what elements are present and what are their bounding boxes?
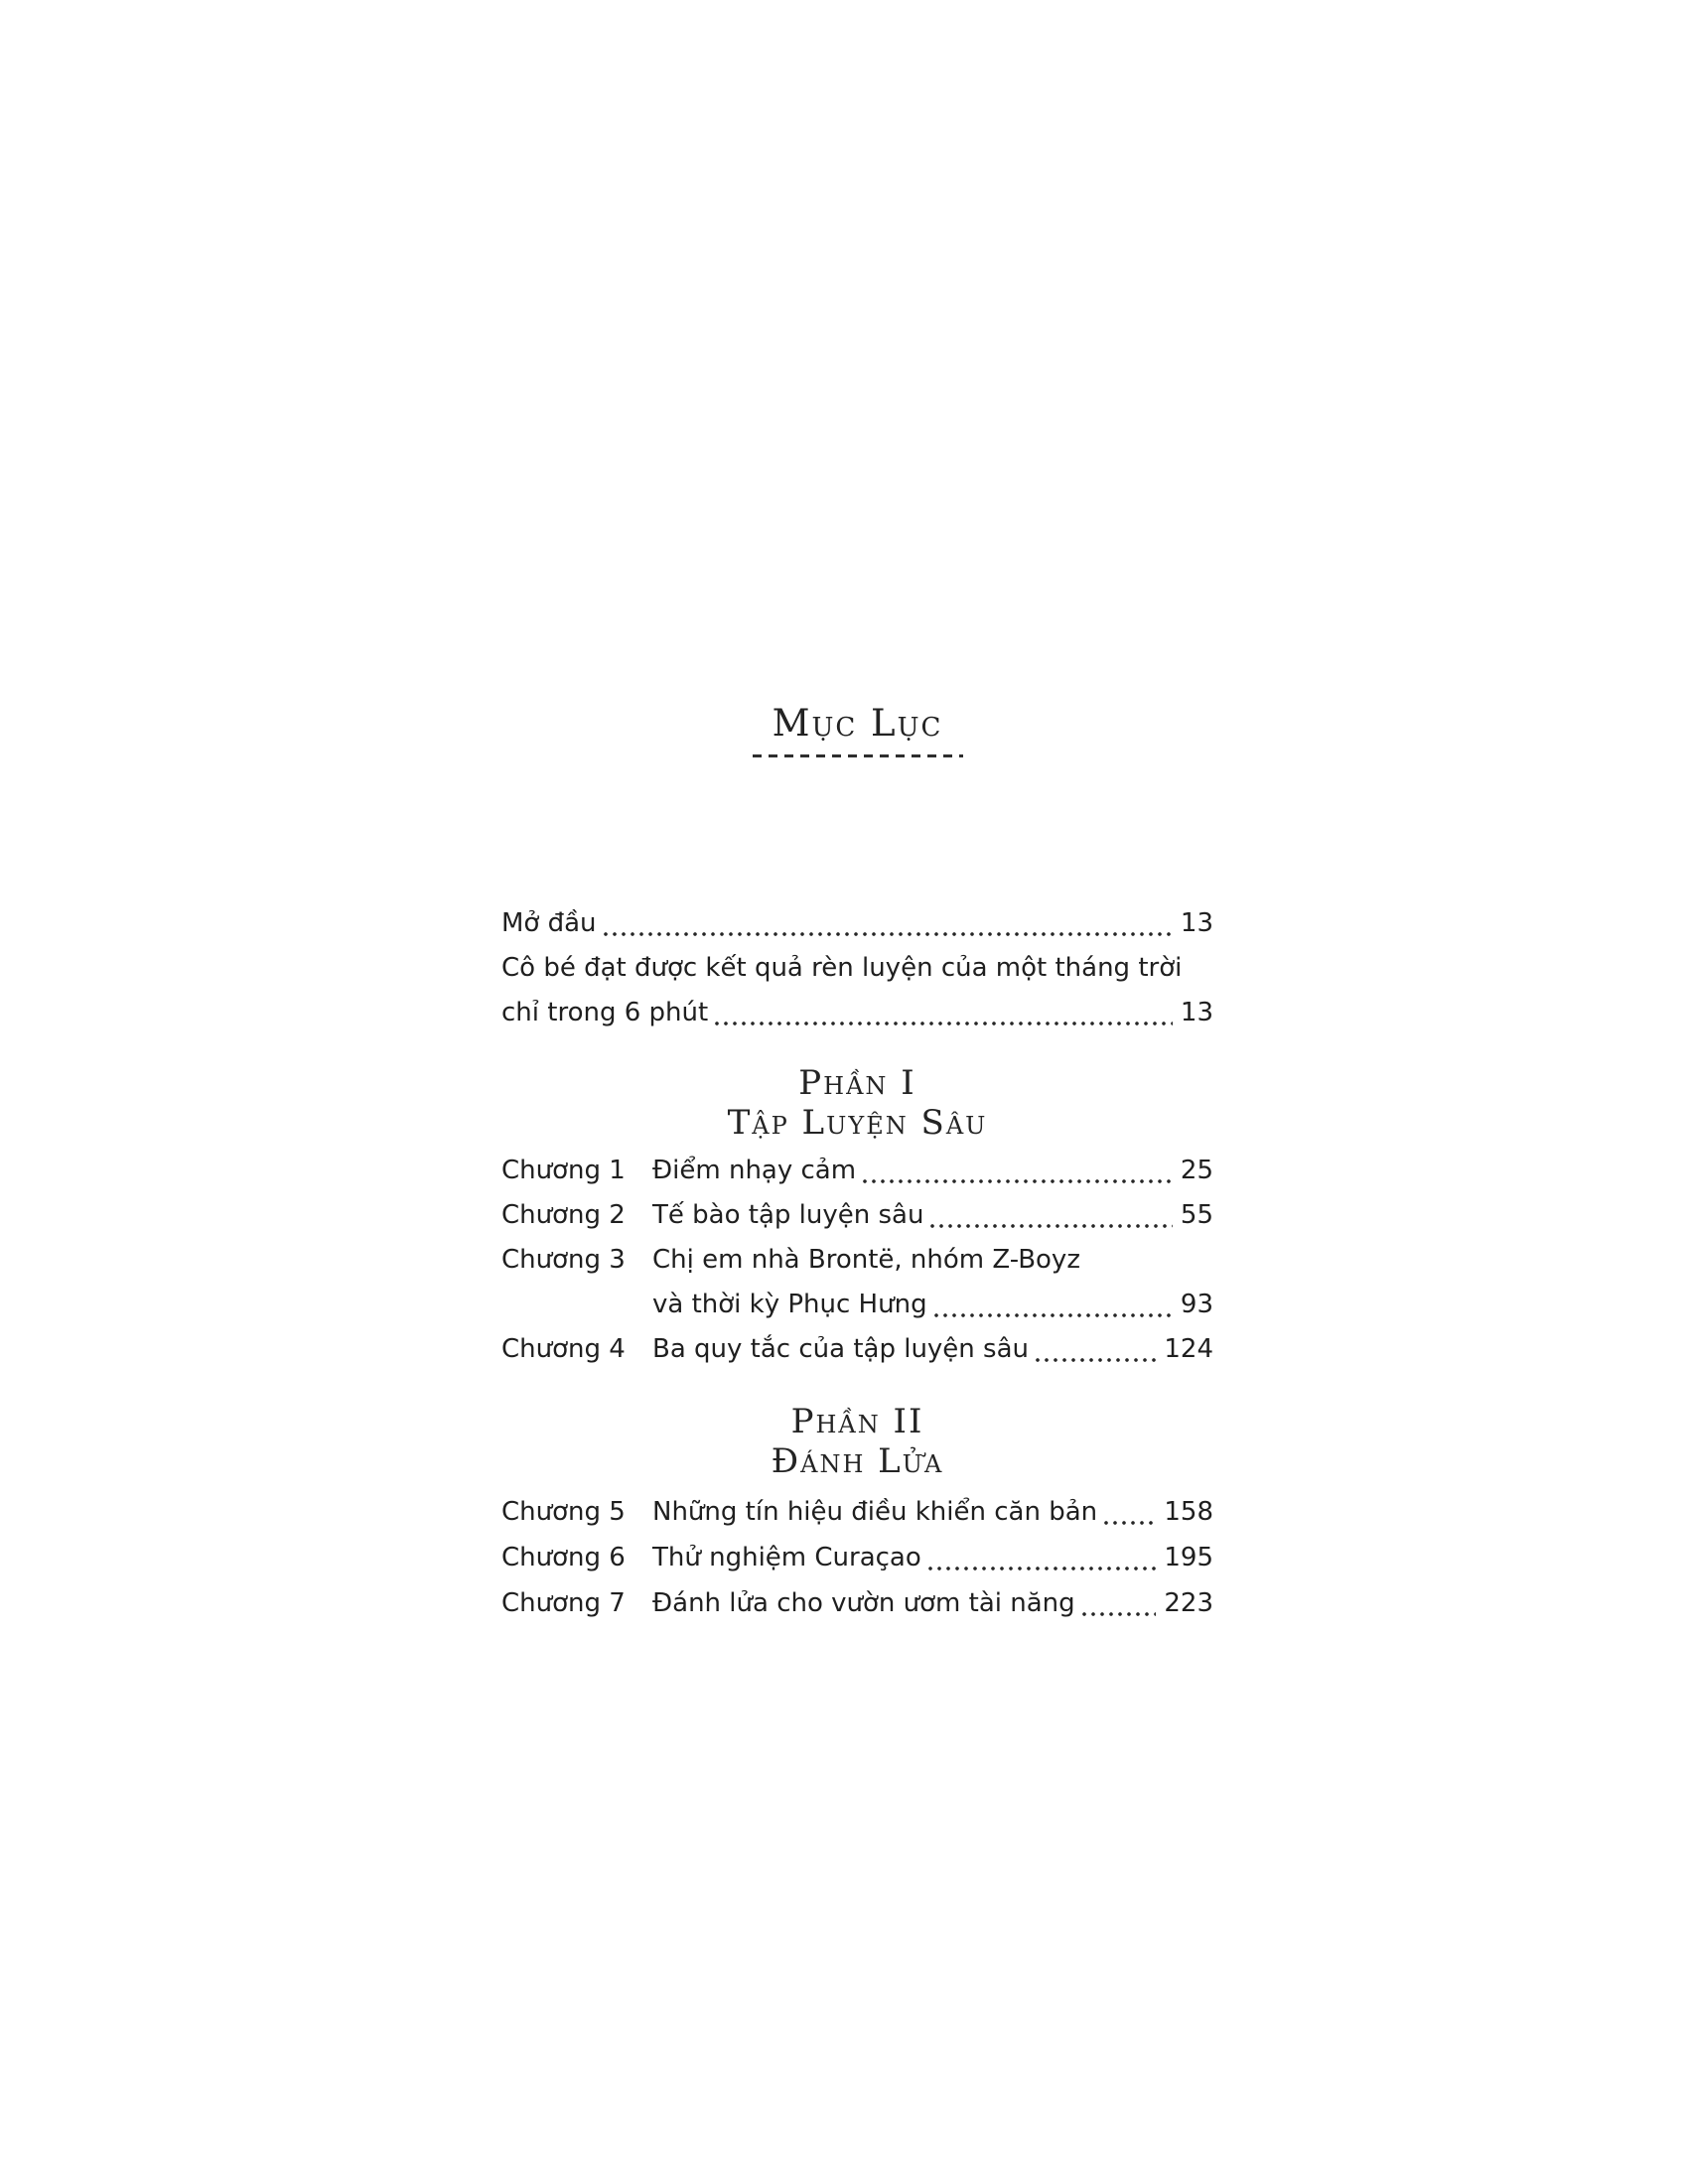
- page-number: 93: [1180, 1290, 1213, 1319]
- chapter-title: Chị em nhà Brontë, nhóm Z-Boyz: [652, 1245, 1080, 1275]
- page-number: 195: [1164, 1543, 1213, 1572]
- chapter-row: [501, 1535, 1213, 1580]
- chapter-label: Chương 7: [501, 1588, 626, 1618]
- dot-leader: [1104, 1521, 1156, 1525]
- page-title: Mục Lục: [772, 702, 943, 745]
- part-title: Đánh Lửa: [771, 1441, 944, 1481]
- chapter-row: [501, 1149, 1213, 1193]
- chapter-label: Chương 1: [501, 1156, 626, 1185]
- chapter-title: Thử nghiệm Curaçao: [652, 1543, 921, 1572]
- chapter-row: [501, 1193, 1213, 1238]
- part-1-heading: [501, 1063, 1213, 1143]
- entry-label: Mở đầu: [501, 908, 597, 938]
- toc-entry: [501, 991, 1213, 1035]
- dot-leader: [934, 1313, 1173, 1317]
- chapter-row: [501, 1327, 1213, 1372]
- chapter-label: Chương 4: [501, 1334, 626, 1364]
- toc-header: [501, 703, 1213, 757]
- chapter-row: [501, 1238, 1213, 1327]
- page-number: 223: [1164, 1588, 1213, 1618]
- chapter-title: Tế bào tập luyện sâu: [652, 1200, 924, 1230]
- dot-leader: [1082, 1612, 1157, 1616]
- chapter-title: Đánh lửa cho vườn ươm tài năng: [652, 1588, 1075, 1618]
- part-2-heading: [501, 1402, 1213, 1481]
- intro-entries: [501, 901, 1213, 1035]
- chapter-label: Chương 2: [501, 1200, 626, 1230]
- chapter-label: Chương 6: [501, 1543, 626, 1572]
- part-label: Phần II: [790, 1402, 924, 1441]
- chapter-title-line-2: và thời kỳ Phục Hưng: [652, 1290, 927, 1319]
- part-1-chapters: [501, 1149, 1213, 1372]
- dot-leader: [1036, 1358, 1156, 1362]
- entry-label: chỉ trong 6 phút: [501, 998, 709, 1027]
- dot-leader: [930, 1224, 1172, 1228]
- dot-leader: [604, 932, 1173, 936]
- chapter-title: Điểm nhạy cảm: [652, 1156, 857, 1185]
- entry-label: Cô bé đạt được kết quả rèn luyện của một tháng trời: [501, 953, 1183, 983]
- dot-leader: [863, 1179, 1173, 1183]
- chapter-label: Chương 5: [501, 1497, 626, 1527]
- chapter-title: Ba quy tắc của tập luyện sâu: [652, 1334, 1030, 1364]
- toc-entry: [501, 901, 1213, 946]
- page-number: 158: [1164, 1497, 1213, 1527]
- page-number: 124: [1164, 1334, 1213, 1364]
- page-number: 25: [1180, 1156, 1213, 1185]
- toc-entry: [501, 946, 1213, 991]
- page-number: 55: [1180, 1200, 1213, 1230]
- part-label: Phần I: [798, 1063, 916, 1103]
- chapter-title: Những tín hiệu điều khiển căn bản: [652, 1497, 1098, 1527]
- dot-leader: [715, 1022, 1173, 1025]
- part-title: Tập Luyện Sâu: [727, 1103, 988, 1143]
- part-2-chapters: [501, 1489, 1213, 1626]
- page-number: 13: [1180, 908, 1213, 938]
- title-dashed-underline: [753, 754, 963, 757]
- chapter-label: Chương 3: [501, 1245, 626, 1275]
- chapter-row: [501, 1580, 1213, 1626]
- chapter-row: [501, 1489, 1213, 1535]
- dot-leader: [928, 1567, 1157, 1570]
- page-number: 13: [1180, 998, 1213, 1027]
